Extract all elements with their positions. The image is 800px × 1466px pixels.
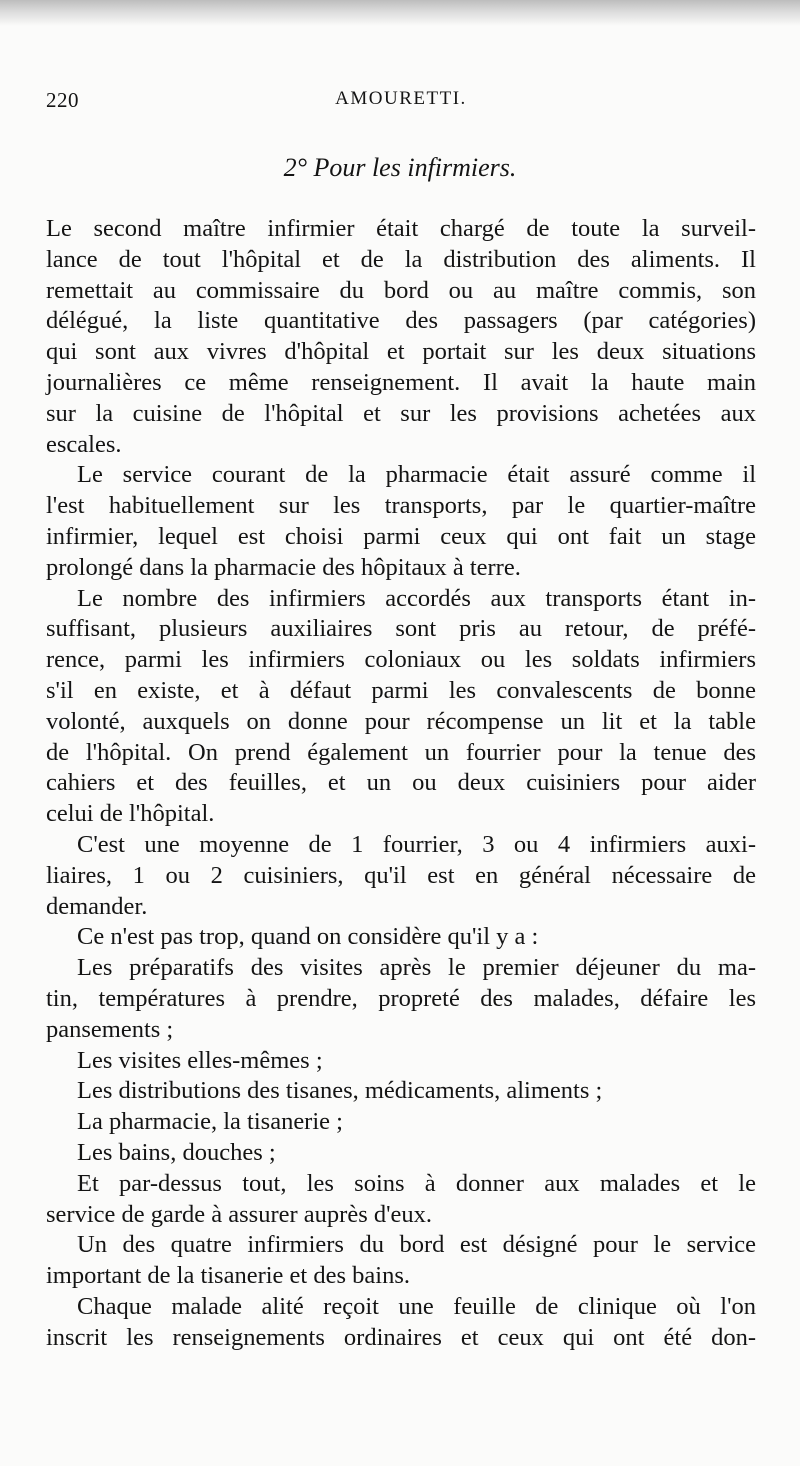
section-title: 2° Pour les infirmiers. [283,153,517,182]
text-line: Et par-dessus tout, les soins à donner aux malades et le [77,1169,756,1197]
text-line: La pharmacie, la tisanerie ; [77,1108,343,1136]
text-line: qui sont aux vivres d'hôpital et portait sur les deux situations [46,338,756,366]
text-line: l'est habituellement sur les transports, par le quartier-maître [46,492,756,520]
text-line: Chaque malade alité reçoit une feuille de clinique où l'on [77,1292,756,1320]
text-line: escales. [46,430,122,458]
text-line: Ce n'est pas trop, quand on considère qu'il y a : [77,923,539,951]
text-line: Les bains, douches ; [77,1138,276,1166]
text-line: pansements ; [46,1015,174,1043]
text-line: Les visites elles-mêmes ; [77,1046,323,1074]
text-line: Le second maître infirmier était chargé de toute la surveil- [46,215,756,242]
text-line: Le nombre des infirmiers accordés aux transports étant in- [77,584,756,612]
text-line: inscrit les renseignements ordinaires et ceux qui ont été don- [46,1323,756,1351]
page-header [46,88,756,118]
text-line: délégué, la liste quantitative des passagers (par catégories) [46,307,756,335]
running-title: AMOURETTI. [335,88,467,109]
text-line: Un des quatre infirmiers du bord est désigné pour le service [77,1231,756,1259]
text-line: volonté, auxquels on donne pour récompense un lit et la table [46,707,756,735]
text-line: Les distributions des tisanes, médicaments, aliments ; [77,1077,603,1105]
text-line: prolongé dans la pharmacie des hôpitaux à terre. [46,553,521,581]
text-line: important de la tisanerie et des bains. [46,1262,410,1290]
text-line: tin, températures à prendre, propreté des malades, défaire les [46,984,756,1012]
body-text [46,214,756,1353]
text-line: service de garde à assurer auprès d'eux. [46,1200,433,1228]
text-line: Les préparatifs des visites après le premier déjeuner du ma- [77,954,756,982]
text-line: Le service courant de la pharmacie était assuré comme il [77,461,756,489]
text-line: cahiers et des feuilles, et un ou deux cuisiniers pour aider [46,769,756,797]
text-line: sur la cuisine de l'hôpital et sur les provisions achetées aux [46,399,756,427]
page-number: 220 [46,88,79,112]
text-line: demander. [46,892,148,920]
text-line: rence, parmi les infirmiers coloniaux ou les soldats infirmiers [46,646,756,674]
scanned-page-edge [0,0,800,26]
text-line: remettait au commissaire du bord ou au maître commis, son [46,276,756,304]
text-line: celui de l'hôpital. [46,800,215,828]
text-line: C'est une moyenne de 1 fourrier, 3 ou 4 infirmiers auxi- [77,830,756,858]
text-line: liaires, 1 ou 2 cuisiniers, qu'il est en général nécessaire de [46,861,756,889]
text-line: de l'hôpital. On prend également un fourrier pour la tenue des [46,738,756,766]
text-line: infirmier, lequel est choisi parmi ceux qui ont fait un stage [46,522,756,550]
text-line: journalières ce même renseignement. Il avait la haute main [46,368,756,396]
text-line: lance de tout l'hôpital et de la distribution des aliments. Il [46,245,756,273]
text-line: s'il en existe, et à défaut parmi les convalescents de bonne [46,676,756,704]
text-line: suffisant, plusieurs auxiliaires sont pris au retour, de préfé- [46,615,756,643]
